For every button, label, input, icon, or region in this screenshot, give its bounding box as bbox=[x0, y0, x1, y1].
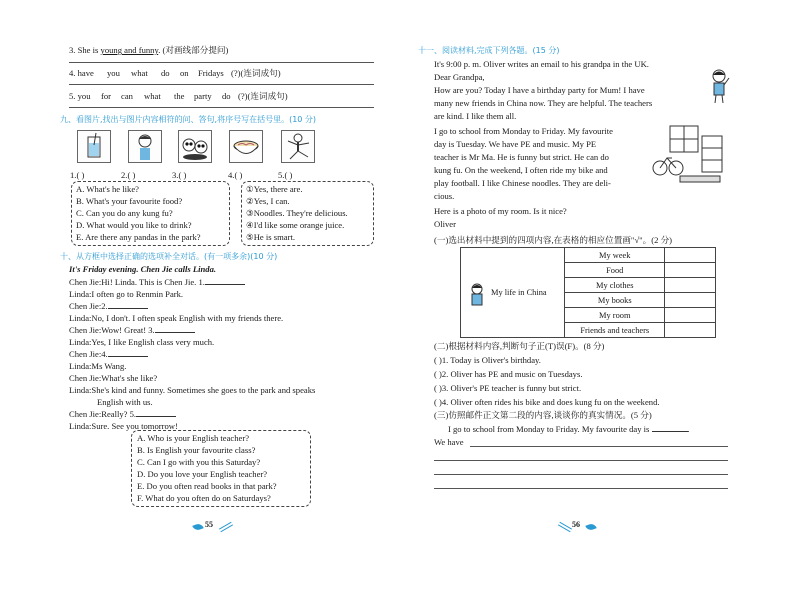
tick-cell[interactable] bbox=[665, 248, 716, 263]
leaf-icon bbox=[192, 522, 203, 531]
dialogue-line: Linda:She's kind and funny. Sometimes she goes to the park and speaks bbox=[69, 385, 316, 395]
noodles-bowl-icon bbox=[229, 130, 263, 163]
part-2-title: (二)根据材料内容,判断句子正(T)误(F)。(8 分) bbox=[434, 341, 605, 351]
dialogue-line: Linda:No, I don't. I often speak English with my friends there. bbox=[69, 313, 284, 323]
blank-3[interactable]: 3.( ) bbox=[172, 170, 187, 180]
answer-5: ⑤He is smart. bbox=[246, 232, 295, 242]
part-1-title: (一)选出材料中提到的四项内容,在表格的相应位置画"√"。(2 分) bbox=[434, 235, 673, 245]
table-row-label: My week bbox=[565, 248, 665, 263]
writing-line: We have bbox=[434, 437, 464, 447]
leaf-icon bbox=[558, 522, 572, 532]
my-life-table bbox=[460, 247, 716, 338]
option-c: C. Can I go with you this Saturday? bbox=[137, 457, 261, 467]
passage-line: Dear Grandpa, bbox=[434, 72, 485, 82]
boy-waving-illustration bbox=[708, 68, 730, 104]
right-page bbox=[400, 0, 800, 596]
tick-cell[interactable] bbox=[665, 293, 716, 308]
blank-2[interactable]: 2.( ) bbox=[121, 170, 136, 180]
writing-line[interactable] bbox=[434, 474, 728, 475]
option-e: E. Do you often read books in that park? bbox=[137, 481, 277, 491]
passage-line: cious. bbox=[434, 191, 455, 201]
passage-line: teacher is Mr Ma. He is funny but strict. He can do bbox=[434, 152, 609, 162]
dialogue-line: Chen Jie:2. bbox=[69, 301, 148, 312]
dialogue-line: Chen Jie:4. bbox=[69, 349, 148, 360]
writing-line[interactable] bbox=[434, 488, 728, 489]
dialogue-line: Chen Jie:What's she like? bbox=[69, 373, 158, 383]
tf-item[interactable]: ( )1. Today is Oliver's birthday. bbox=[434, 355, 541, 365]
table-label-cell: My life in China bbox=[461, 248, 565, 338]
passage-line: Here is a photo of my room. Is it nice? bbox=[434, 206, 567, 216]
answer-3: ③Noodles. They're delicious. bbox=[246, 208, 348, 218]
passage-line: kung fu. On the weekend, I often ride my bike and bbox=[434, 165, 608, 175]
passage-line: Oliver bbox=[434, 219, 456, 229]
passage-line: are kind. I like them all. bbox=[434, 111, 517, 121]
kungfu-boy-icon bbox=[281, 130, 315, 163]
boy-speaking-icon bbox=[128, 130, 162, 163]
blank-4[interactable]: 4.( ) bbox=[228, 170, 243, 180]
dialogue-line: Linda:Yes, I like English class very much. bbox=[69, 337, 215, 347]
leaf-icon bbox=[219, 522, 233, 532]
option-a: A. Who is your English teacher? bbox=[137, 433, 250, 443]
writing-line[interactable] bbox=[470, 446, 728, 447]
tf-item[interactable]: ( )3. Oliver's PE teacher is funny but strict. bbox=[434, 383, 582, 393]
pandas-icon bbox=[178, 130, 212, 163]
writing-line[interactable] bbox=[434, 460, 728, 461]
tf-item[interactable]: ( )4. Oliver often rides his bike and does kung fu on the weekend. bbox=[434, 397, 660, 407]
writing-line: I go to school from Monday to Friday. My favourite day is . bbox=[448, 424, 690, 434]
section-10-title: 十、从方框中选择正确的选项补全对话。(有一项多余)(10 分) bbox=[60, 252, 278, 261]
tick-cell[interactable] bbox=[665, 263, 716, 278]
question-a: A. What's he like? bbox=[76, 184, 139, 194]
section-9-title: 九、看图片,找出与图片内容相符的问、答句,将序号写在括号里。(10 分) bbox=[60, 115, 317, 124]
question-d: D. What would you like to drink? bbox=[76, 220, 192, 230]
dialogue-line: Chen Jie:Really? 5. bbox=[69, 409, 176, 420]
tick-cell[interactable] bbox=[665, 278, 716, 293]
juice-glass-icon bbox=[77, 130, 111, 163]
answer-line[interactable] bbox=[69, 107, 374, 108]
dialogue-line: Linda:I often go to Renmin Park. bbox=[69, 289, 184, 299]
table-row-label: Friends and teachers bbox=[565, 323, 665, 338]
dialogue-line: English with us. bbox=[97, 397, 153, 407]
blank-1[interactable]: 1.( ) bbox=[70, 170, 85, 180]
question-c: C. Can you do any kung fu? bbox=[76, 208, 173, 218]
passage-line: How are you? Today I have a birthday party for Mum! I have bbox=[434, 85, 645, 95]
leaf-icon bbox=[585, 522, 596, 531]
boy-icon bbox=[467, 282, 487, 308]
passage-line: many new friends in China now. They are helpful. The teachers bbox=[434, 98, 653, 108]
passage-line: I go to school from Monday to Friday. My favourite bbox=[434, 126, 613, 136]
dialogue-line: Chen Jie:Wow! Great! 3. bbox=[69, 325, 195, 336]
answer-line[interactable] bbox=[69, 62, 374, 63]
left-page: 3. She is young and funny. (对画线部分提问) 4. have you what do on Fridays (?)(连词成句) 5. you for can what the party do (?)(连词成句) 九、看图片,找出与图片内容相符的问、答句,将序号写在括号里。(10 分) 1.( ) 2.( ) 3.( ) 4.( ) 5.( ) A. What's he like? B. What's your favourite food? C. Can you do any kung fu? D. What would you like to drink? E. Are there any pandas in the park? ①Yes, there are. ②Yes, I can. ③Noodles. They're delicious. ④I'd like some orange juice. ⑤He is smart. 十、从方框中选择正确的选项补全对话。(有一项多余)(10 分) It's Friday evening. Chen Jie calls Linda. Chen Jie:Hi! Linda. This is Chen Jie. 1. Linda:I often go to Renmin Park. Chen Jie:2. Linda:No, I don't. I often speak English with my friends there. Chen Jie:Wow! Great! 3. Linda:Yes, I like English class very much. Chen Jie:4. Linda:Ms Wang. Chen Jie:What's she like? Linda:She's kind and funny. Sometimes she goes to the park and speaks English with us. Chen Jie:Really? 5. Linda:Sure. See you tomorrow! A. Who is your English teacher? B. Is English your favourite class? C. Can I go with you this Saturday? D. Do you love your English teacher? E. Do you often read books in that park? F. What do you often do on Saturdays? 55 bbox=[0, 0, 400, 596]
dialogue-line: Chen Jie:Hi! Linda. This is Chen Jie. 1. bbox=[69, 277, 245, 288]
dialogue-intro: It's Friday evening. Chen Jie calls Linda. bbox=[69, 264, 217, 274]
part-3-title: (三)仿照邮件正文第二段的内容,谈谈你的真实情况。(5 分) bbox=[434, 410, 652, 420]
room-photo-illustration bbox=[650, 124, 726, 188]
answer-1: ①Yes, there are. bbox=[246, 184, 303, 194]
question-e: E. Are there any pandas in the park? bbox=[76, 232, 201, 242]
option-d: D. Do you love your English teacher? bbox=[137, 469, 268, 479]
page-number: 56 bbox=[572, 520, 580, 529]
table-row-label: My room bbox=[565, 308, 665, 323]
passage-line: day is Tuesday. We have PE and music. My PE bbox=[434, 139, 597, 149]
table-row-label: Food bbox=[565, 263, 665, 278]
tick-cell[interactable] bbox=[665, 308, 716, 323]
q3: 3. She is young and funny. (对画线部分提问) bbox=[69, 45, 229, 55]
table-row-label: My clothes bbox=[565, 278, 665, 293]
tick-cell[interactable] bbox=[665, 323, 716, 338]
section-11-title: 十一、阅读材料,完成下列各题。(15 分) bbox=[418, 46, 560, 55]
tf-item[interactable]: ( )2. Oliver has PE and music on Tuesdays. bbox=[434, 369, 583, 379]
answer-4: ④I'd like some orange juice. bbox=[246, 220, 345, 230]
dialogue-line: Linda:Ms Wang. bbox=[69, 361, 127, 371]
blank-5[interactable]: 5.( ) bbox=[278, 170, 293, 180]
question-b: B. What's your favourite food? bbox=[76, 196, 183, 206]
dialogue-line: Linda:Sure. See you tomorrow! bbox=[69, 421, 178, 431]
answer-line[interactable] bbox=[69, 84, 374, 85]
answer-2: ②Yes, I can. bbox=[246, 196, 290, 206]
option-f: F. What do you often do on Saturdays? bbox=[137, 493, 271, 503]
passage-line: play football. I like Chinese noodles. They are deli- bbox=[434, 178, 611, 188]
option-b: B. Is English your favourite class? bbox=[137, 445, 256, 455]
table-row-label: My books bbox=[565, 293, 665, 308]
passage-line: It's 9:00 p. m. Oliver writes an email to his grandpa in the UK. bbox=[434, 59, 649, 69]
page-number: 55 bbox=[205, 520, 213, 529]
